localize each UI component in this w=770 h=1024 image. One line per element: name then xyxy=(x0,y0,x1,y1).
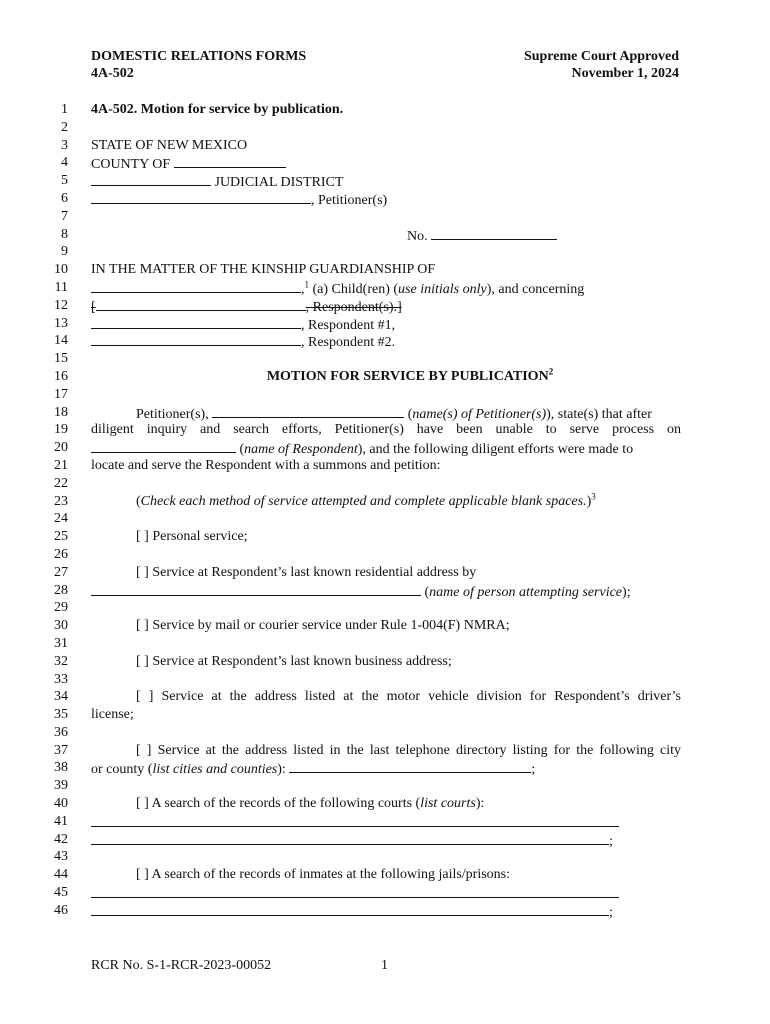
county-field[interactable] xyxy=(174,154,286,168)
county-label: COUNTY OF xyxy=(91,157,171,173)
respondent-1-field[interactable] xyxy=(91,315,301,329)
line-number: 26 xyxy=(54,546,68,562)
header-forms-title: DOMESTIC RELATIONS FORMS xyxy=(91,49,307,64)
petitioner-names-field[interactable] xyxy=(212,404,404,418)
line-number: 41 xyxy=(54,813,68,829)
child-label-italic: use initials only xyxy=(398,281,487,297)
checkbox-mail-service[interactable]: [ ] Service by mail or courier service under Rule 1-004(F) NMRA; xyxy=(136,618,510,634)
judicial-district-field[interactable] xyxy=(91,172,211,186)
petitioner-names-hint: name(s) of Petitioner(s) xyxy=(412,406,547,422)
respondents-label: , Respondent(s). xyxy=(305,299,398,315)
line-number: 2 xyxy=(61,119,68,135)
line-number: 28 xyxy=(54,582,68,598)
line-number: 9 xyxy=(61,244,68,260)
paragraph-line: locate and serve the Respondent with a summons and petition: xyxy=(91,457,441,473)
jails-field-1[interactable] xyxy=(91,884,619,898)
line-number: 39 xyxy=(54,778,68,794)
cities-counties-field[interactable] xyxy=(289,759,531,773)
petitioner-statement-cont: ), state(s) that after xyxy=(546,406,652,422)
form-title: 4A-502. Motion for service by publication. xyxy=(91,102,344,117)
line-number: 37 xyxy=(54,742,68,758)
line-number: 8 xyxy=(61,226,68,242)
line-number: 46 xyxy=(54,902,68,918)
line-number: 13 xyxy=(54,315,68,331)
respondent-2-field[interactable] xyxy=(91,332,301,346)
respondent-name-field[interactable] xyxy=(91,439,236,453)
line-number: 33 xyxy=(54,671,68,687)
line-number: 31 xyxy=(54,635,68,651)
child-label: (a) Child(ren) ( xyxy=(309,281,399,297)
matter-heading: IN THE MATTER OF THE KINSHIP GUARDIANSHIP OF xyxy=(91,262,436,278)
courts-field-2[interactable] xyxy=(91,831,609,845)
paragraph-line: ), and the following diligent efforts were made to xyxy=(357,442,634,458)
court-records-end: ): xyxy=(475,796,485,812)
line-number: 34 xyxy=(54,689,68,705)
line-number: 43 xyxy=(54,849,68,865)
respondent-1-label: , Respondent #1, xyxy=(301,317,396,333)
case-number-label: No. xyxy=(407,228,428,244)
footer-rcr-number: RCR No. S-1-RCR-2023-00052 xyxy=(91,958,272,973)
line-number: 44 xyxy=(54,867,68,883)
checkbox-court-records[interactable]: [ ] A search of the records of the following courts ( xyxy=(136,796,421,812)
respondent-2-label: , Respondent #2. xyxy=(301,335,396,351)
checkbox-personal-service[interactable]: [ ] Personal service; xyxy=(136,529,248,545)
page-number: 1 xyxy=(381,958,388,973)
phone-directory-cont: or county ( xyxy=(91,762,153,778)
state-label: STATE OF NEW MEXICO xyxy=(91,137,248,153)
line-number: 19 xyxy=(54,422,68,438)
cities-counties-hint: list cities and counties xyxy=(152,762,278,778)
checkbox-business-service[interactable]: [ ] Service at Respondent’s last known business address; xyxy=(136,653,452,669)
checkbox-mvd-service[interactable]: [ ] Service at the address listed at the motor vehicle division for Respondent’s driver’s xyxy=(136,689,681,705)
motion-title: MOTION FOR SERVICE BY PUBLICATION xyxy=(266,368,549,384)
line-number: 36 xyxy=(54,724,68,740)
header-left xyxy=(91,48,306,82)
header-right xyxy=(524,48,679,82)
petitioner-label: , Petitioner(s) xyxy=(311,192,388,208)
line-number: 15 xyxy=(54,351,68,367)
judicial-district-label: JUDICIAL DISTRICT xyxy=(214,175,344,191)
line-number: 29 xyxy=(54,600,68,616)
footnote-ref-2: 2 xyxy=(548,366,554,377)
child-field[interactable] xyxy=(91,279,301,293)
line-number: 30 xyxy=(54,618,68,634)
line-number: 18 xyxy=(54,404,68,420)
line-number: 35 xyxy=(54,707,68,723)
line-number: 23 xyxy=(54,493,68,509)
checkbox-phone-directory-service[interactable]: [ ] Service at the address listed in the last telephone directory listing for the following city xyxy=(136,742,681,758)
checkbox-inmate-records[interactable]: [ ] A search of the records of inmates at the following jails/prisons: xyxy=(136,867,511,883)
line-number: 12 xyxy=(54,297,68,313)
line-number: 24 xyxy=(54,511,68,527)
mvd-service-cont: license; xyxy=(91,707,134,723)
courts-hint: list courts xyxy=(420,796,476,812)
line-number: 27 xyxy=(54,564,68,580)
header-form-number: 4A-502 xyxy=(91,66,134,81)
line-number: 21 xyxy=(54,457,68,473)
courts-field-1[interactable] xyxy=(91,813,619,827)
header-date: November 1, 2024 xyxy=(571,66,679,81)
petitioner-statement: Petitioner(s), xyxy=(136,406,209,422)
line-number: 22 xyxy=(54,475,68,491)
respondents-field[interactable] xyxy=(96,297,306,311)
line-number: 16 xyxy=(54,368,68,384)
paragraph-line: diligent inquiry and search efforts, Petitioner(s) have been unable to serve process on xyxy=(91,422,681,438)
header-approval: Supreme Court Approved xyxy=(523,49,679,64)
respondent-name-hint: name of Respondent xyxy=(244,442,358,458)
line-number: 20 xyxy=(54,440,68,456)
line-number: 14 xyxy=(54,333,68,349)
line-number: 45 xyxy=(54,885,68,901)
numbered-lines: 1 4A-502. Motion for service by publication. 2 3 STATE OF NEW MEXICO 4 COUNTY OF 5 JUDICIAL DISTRICT 6 , Petitioner(s) 7 8 No. 9 10 IN THE MATTER OF THE KINSHIP GUARDIANSHIP OF 11 ,$^1$ (a) Child(ren) (use initials only), and concerning 12 [ , Respondent(s).] 13 , Respondent #1, 14 , Respondent #2. 15 16 MOTION FOR SERVICE BY PUBLICATION$^2$ 17 18 Petitioner(s), (name(s) of Petitioner(s)), state(s) that after 19 diligent inquiry and search efforts, Petitioner(s) have been unable to serve process on 20 (name of Respondent), and the following diligent efforts were made to 21 locate and serve the Respondent with a summons and petition: 22 23 (Check each method of service attempted and complete applicable blank spaces.)$^3$ 24 25 [ ] Personal service; 26 27 [ ] Service at Respondent’s last known residential address by 28 (name of person attempting service); 29 30 [ ] Service by mail or courier service under Rule 1-004(F) NMRA; 31 32 [ ] Service at Respondent’s last known business address; 33 34 [ ] Service at the address listed at the motor vehicle division for Respondent’s driver’s 35 license; 36 37 [ ] Service at the address listed in the last telephone directory listing for the following city 38 or county (list cities and counties): ; 39 40 [ ] A search of the records of the following courts (list courts): 41 42 ; 43 44 [ ] A search of the records of inmates at the following jails/prisons: 45 46 ; xyxy=(0,101,770,920)
line-number: 3 xyxy=(61,137,68,153)
footnote-ref-3: 3 xyxy=(591,490,596,501)
person-attempting-service-hint: name of person attempting service xyxy=(429,584,623,600)
line-number: 32 xyxy=(54,653,68,669)
person-attempting-service-field[interactable] xyxy=(91,582,421,596)
petitioner-field[interactable] xyxy=(91,190,311,204)
check-instruction: Check each method of service attempted and complete applicable blank spaces. xyxy=(140,493,587,509)
child-label-end: ), and concerning xyxy=(486,281,585,297)
line-number: 7 xyxy=(61,208,68,224)
line-number: 6 xyxy=(61,190,68,206)
line-number: 42 xyxy=(54,831,68,847)
line-number: 5 xyxy=(61,173,68,189)
line-number: 17 xyxy=(54,386,68,402)
case-number-field[interactable] xyxy=(431,226,557,240)
line-number: 25 xyxy=(54,529,68,545)
jails-field-2[interactable] xyxy=(91,902,609,916)
line-number: 10 xyxy=(54,262,68,278)
footnote-ref-1: 1 xyxy=(304,279,309,290)
line-number: 11 xyxy=(54,279,68,295)
line-number: 38 xyxy=(54,760,68,776)
line-number: 1 xyxy=(61,102,68,117)
line-number: 40 xyxy=(54,796,68,812)
phone-directory-cont-end: ): xyxy=(277,762,286,778)
line-number: 4 xyxy=(61,155,68,171)
checkbox-residential-service[interactable]: [ ] Service at Respondent’s last known residential address by xyxy=(136,564,477,580)
